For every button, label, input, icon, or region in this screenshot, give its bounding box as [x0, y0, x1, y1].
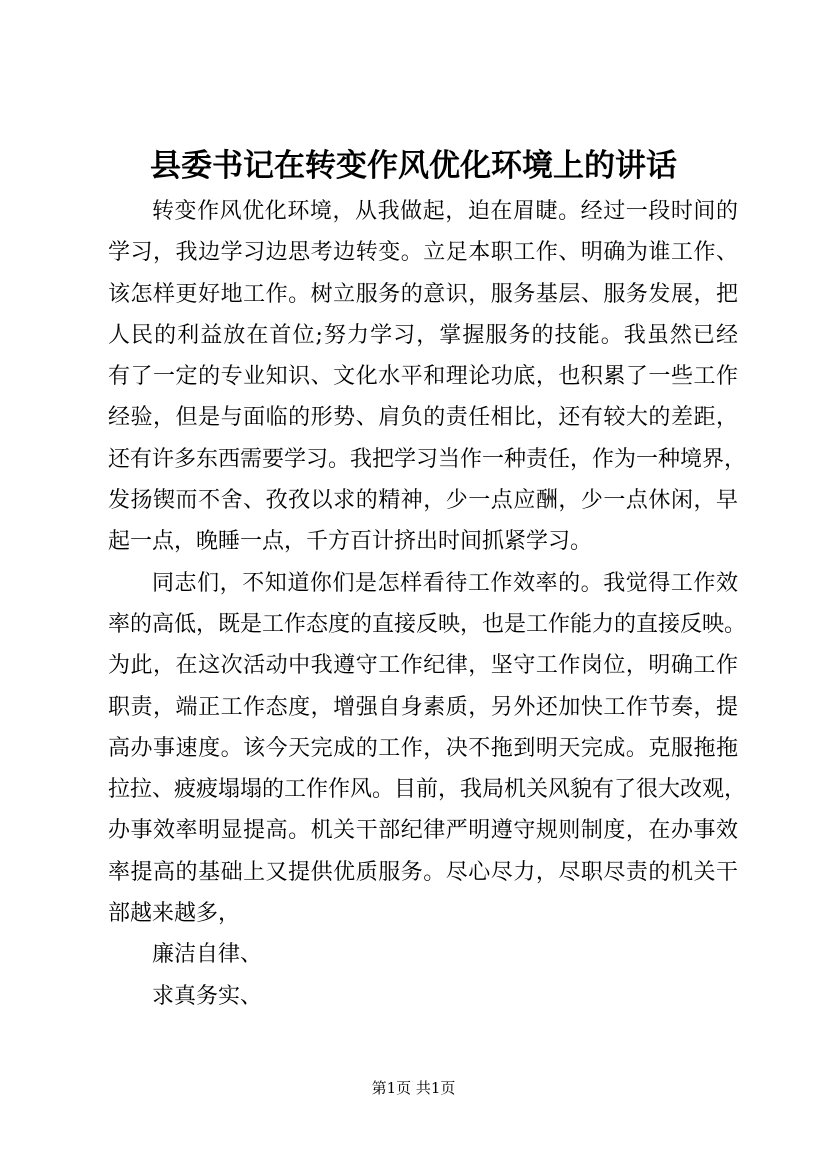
paragraph-line: 求真务实、 [152, 983, 263, 1009]
paragraph-line: 起一点，晚睡一点，千方百计挤出时间抓紧学习。 [108, 529, 593, 555]
paragraph-line: 廉洁自律、 [152, 942, 263, 968]
paragraph-line: 发扬锲而不舍、孜孜以求的精神，少一点应酬，少一点休闲，早 [108, 488, 738, 514]
paragraph-line: 经验，但是与面临的形势、肩负的责任相比，还有较大的差距， [108, 405, 738, 431]
paragraph-line: 还有许多东西需要学习。我把学习当作一种责任，作为一种境界， [108, 446, 747, 472]
paragraph-line: 学习，我边学习边思考边转变。立足本职工作、明确为谁工作、 [108, 240, 738, 266]
paragraph-line: 转变作风优化环境，从我做起，迫在眉睫。经过一段时间的 [152, 199, 738, 224]
page-footer: 第1页 共1页 [371, 1079, 456, 1097]
paragraph-line: 人民的利益放在首位;努力学习，掌握服务的技能。我虽然已经 [108, 322, 738, 348]
paragraph-line: 率提高的基础上又提供优质服务。尽心尽力，尽职尽责的机关干 [108, 859, 738, 885]
paragraph-line: 高办事速度。该今天完成的工作，决不拖到明天完成。克服拖拖 [108, 735, 738, 761]
document-body [108, 191, 747, 1017]
paragraph-line: 有了一定的专业知识、文化水平和理论功底，也积累了一些工作 [108, 364, 738, 390]
paragraph-line: 该怎样更好地工作。树立服务的意识，服务基层、服务发展，把 [108, 281, 738, 307]
paragraph-line: 拉拉、疲疲塌塌的工作作风。目前，我局机关风貌有了很大改观， [108, 777, 747, 803]
paragraph-line: 部越来越多， [108, 901, 241, 927]
paragraph-line: 同志们，不知道你们是怎样看待工作效率的。我觉得工作效 [152, 570, 738, 596]
paragraph-line: 办事效率明显提高。机关干部纪律严明遵守规则制度，在办事效 [108, 818, 738, 844]
paragraph-line: 率的高低，既是工作态度的直接反映，也是工作能力的直接反映。 [108, 611, 747, 637]
document-title: 县委书记在转变作风优化环境上的讲话 [150, 148, 677, 184]
paragraph-line: 职责，端正工作态度，增强自身素质，另外还加快工作节奏，提 [108, 694, 738, 720]
paragraph-line: 为此，在这次活动中我遵守工作纪律，坚守工作岗位，明确工作 [108, 653, 738, 679]
